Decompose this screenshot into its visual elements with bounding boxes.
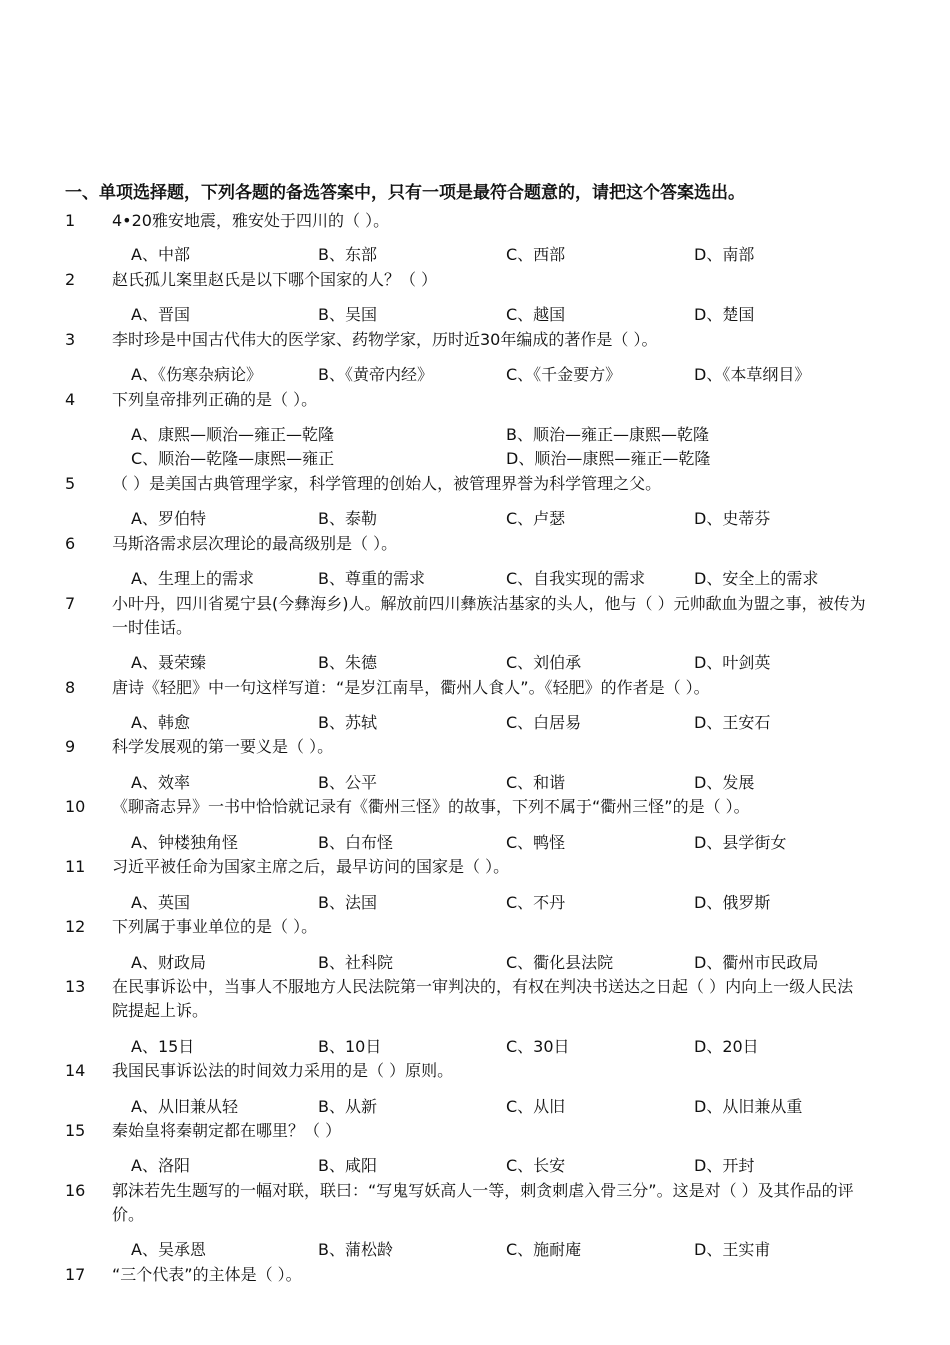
option-c[interactable]: C、自我实现的需求 — [506, 569, 646, 588]
option-b[interactable]: B、法国 — [318, 893, 377, 912]
question-number: 13 — [65, 977, 86, 996]
option-c[interactable]: C、越国 — [506, 305, 566, 324]
question-number: 11 — [65, 857, 86, 876]
question-text: 秦始皇将秦朝定都在哪里？（ ） — [112, 1121, 342, 1140]
option-d[interactable]: D、安全上的需求 — [694, 569, 819, 588]
option-d[interactable]: D、王安石 — [694, 713, 771, 732]
option-c[interactable]: C、施耐庵 — [506, 1240, 582, 1259]
question-number: 14 — [65, 1061, 86, 1080]
question-number: 1 — [65, 211, 76, 230]
question-number: 15 — [65, 1121, 86, 1140]
question-text: 在民事诉讼中，当事人不服地方人民法院第一审判决的，有权在判决书送达之日起（ ）内向上一级人民法院提起上诉。 — [112, 977, 854, 1020]
question-text: “三个代表”的主体是（ ）。 — [112, 1265, 302, 1284]
option-b[interactable]: B、顺治—雍正—康熙—乾隆 — [506, 425, 709, 444]
option-c[interactable]: C、西部 — [506, 245, 566, 264]
option-d[interactable]: D、楚国 — [694, 305, 755, 324]
answer-options — [0, 651, 950, 675]
option-d[interactable]: D、南部 — [694, 245, 755, 264]
question-text: （ ）是美国古典管理学家，科学管理的创始人，被管理界誉为科学管理之父。 — [112, 474, 662, 493]
option-d[interactable]: D、《本草纲目》 — [694, 365, 811, 384]
section-heading: 一、单项选择题，下列各题的备选答案中，只有一项是最符合题意的，请把这个答案选出。 — [65, 183, 745, 203]
question-number: 16 — [65, 1181, 86, 1200]
option-c[interactable]: C、衢化县法院 — [506, 953, 614, 972]
option-b[interactable]: B、苏轼 — [318, 713, 377, 732]
option-d[interactable]: D、开封 — [694, 1156, 755, 1175]
option-a[interactable]: A、中部 — [131, 245, 190, 264]
option-c[interactable]: C、鸭怪 — [506, 833, 566, 852]
answer-options — [0, 831, 950, 855]
option-a[interactable]: A、生理上的需求 — [131, 569, 254, 588]
question-text: 下列皇帝排列正确的是（ ）。 — [112, 390, 318, 409]
option-a[interactable]: A、效率 — [131, 773, 190, 792]
option-d[interactable]: D、俄罗斯 — [694, 893, 771, 912]
question-text: 下列属于事业单位的是（ ）。 — [112, 917, 318, 936]
option-d[interactable]: D、20日 — [694, 1037, 759, 1056]
question-number: 4 — [65, 390, 76, 409]
option-b[interactable]: B、社科院 — [318, 953, 393, 972]
question-number: 12 — [65, 917, 86, 936]
answer-options — [0, 1095, 950, 1119]
answer-options — [0, 951, 950, 975]
option-a[interactable]: A、钟楼独角怪 — [131, 833, 238, 852]
answer-options — [0, 303, 950, 327]
question-text: 《聊斋志异》一书中恰恰就记录有《衢州三怪》的故事，下列不属于“衢州三怪”的是（ ）。 — [112, 797, 750, 816]
question-text: 我国民事诉讼法的时间效力采用的是（ ）原则。 — [112, 1061, 454, 1080]
option-b[interactable]: B、白布怪 — [318, 833, 393, 852]
option-c[interactable]: C、长安 — [506, 1156, 566, 1175]
option-a[interactable]: A、聂荣臻 — [131, 653, 206, 672]
option-d[interactable]: D、顺治—康熙—雍正—乾隆 — [506, 449, 711, 468]
option-c[interactable]: C、不丹 — [506, 893, 566, 912]
option-a[interactable]: A、韩愈 — [131, 713, 190, 732]
question-number: 9 — [65, 737, 76, 756]
option-c[interactable]: C、从旧 — [506, 1097, 566, 1116]
question-number: 2 — [65, 270, 76, 289]
answer-options — [0, 567, 950, 591]
option-a[interactable]: A、英国 — [131, 893, 190, 912]
question-number: 7 — [65, 594, 76, 613]
option-b[interactable]: B、吴国 — [318, 305, 377, 324]
answer-options — [0, 1035, 950, 1059]
option-b[interactable]: B、蒲松龄 — [318, 1240, 393, 1259]
option-b[interactable]: B、东部 — [318, 245, 377, 264]
option-a[interactable]: A、吴承恩 — [131, 1240, 206, 1259]
option-b[interactable]: B、从新 — [318, 1097, 377, 1116]
question-text: 赵氏孤儿案里赵氏是以下哪个国家的人？（ ） — [112, 270, 438, 289]
option-a[interactable]: A、从旧兼从轻 — [131, 1097, 238, 1116]
answer-options — [0, 363, 950, 387]
question-text: 习近平被任命为国家主席之后，最早访问的国家是（ ）。 — [112, 857, 510, 876]
option-b[interactable]: B、10日 — [318, 1037, 382, 1056]
question-text: 4•20雅安地震，雅安处于四川的（ ）。 — [112, 211, 390, 230]
question-text: 马斯洛需求层次理论的最高级别是（ ）。 — [112, 534, 398, 553]
option-d[interactable]: D、发展 — [694, 773, 755, 792]
option-d[interactable]: D、县学街女 — [694, 833, 787, 852]
question-number: 17 — [65, 1265, 86, 1284]
option-d[interactable]: D、从旧兼从重 — [694, 1097, 803, 1116]
option-c[interactable]: C、卢瑟 — [506, 509, 566, 528]
question-number: 10 — [65, 797, 86, 816]
option-c[interactable]: C、顺治—乾隆—康熙—雍正 — [131, 449, 335, 468]
answer-options — [0, 423, 950, 447]
option-c[interactable]: C、30日 — [506, 1037, 570, 1056]
option-d[interactable]: D、王实甫 — [694, 1240, 771, 1259]
option-c[interactable]: C、刘伯承 — [506, 653, 582, 672]
option-b[interactable]: B、公平 — [318, 773, 377, 792]
question-text: 科学发展观的第一要义是（ ）。 — [112, 737, 334, 756]
option-a[interactable]: A、财政局 — [131, 953, 206, 972]
option-a[interactable]: A、洛阳 — [131, 1156, 190, 1175]
question-number: 6 — [65, 534, 76, 553]
question-number: 5 — [65, 474, 76, 493]
option-a[interactable]: A、晋国 — [131, 305, 190, 324]
option-a[interactable]: A、15日 — [131, 1037, 195, 1056]
option-c[interactable]: C、白居易 — [506, 713, 582, 732]
question-text: 李时珍是中国古代伟大的医学家、药物学家，历时近30年编成的著作是（ ）。 — [112, 330, 658, 349]
option-a[interactable]: A、康熙—顺治—雍正—乾隆 — [131, 425, 334, 444]
answer-options — [0, 771, 950, 795]
answer-options — [0, 243, 950, 267]
option-b[interactable]: B、尊重的需求 — [318, 569, 425, 588]
option-b[interactable]: B、朱德 — [318, 653, 377, 672]
answer-options — [0, 1238, 950, 1262]
question-number: 3 — [65, 330, 76, 349]
answer-options — [0, 507, 950, 531]
question-number: 8 — [65, 678, 76, 697]
option-a[interactable]: A、《伤寒杂病论》 — [131, 365, 262, 384]
question-text: 郭沫若先生题写的一幅对联，联曰：“写鬼写妖高人一等，刺贪刺虐入骨三分”。这是对（ ）及其作品的评价。 — [112, 1181, 854, 1224]
option-c[interactable]: C、《千金要方》 — [506, 365, 622, 384]
question-text: 小叶丹，四川省冕宁县(今彝海乡)人。解放前四川彝族沽基家的头人，他与（ ）元帅歃血为盟之事，被传为一时佳话。 — [112, 594, 866, 637]
answer-options — [0, 447, 950, 471]
option-d[interactable]: D、史蒂芬 — [694, 509, 771, 528]
option-b[interactable]: B、《黄帝内经》 — [318, 365, 433, 384]
answer-options — [0, 711, 950, 735]
option-d[interactable]: D、叶剑英 — [694, 653, 771, 672]
option-b[interactable]: B、咸阳 — [318, 1156, 377, 1175]
option-c[interactable]: C、和谐 — [506, 773, 566, 792]
option-a[interactable]: A、罗伯特 — [131, 509, 206, 528]
option-d[interactable]: D、衢州市民政局 — [694, 953, 819, 972]
option-b[interactable]: B、泰勒 — [318, 509, 377, 528]
question-text: 唐诗《轻肥》中一句这样写道：“是岁江南旱，衢州人食人”。《轻肥》的作者是（ ）。 — [112, 678, 710, 697]
answer-options — [0, 891, 950, 915]
answer-options — [0, 1154, 950, 1178]
